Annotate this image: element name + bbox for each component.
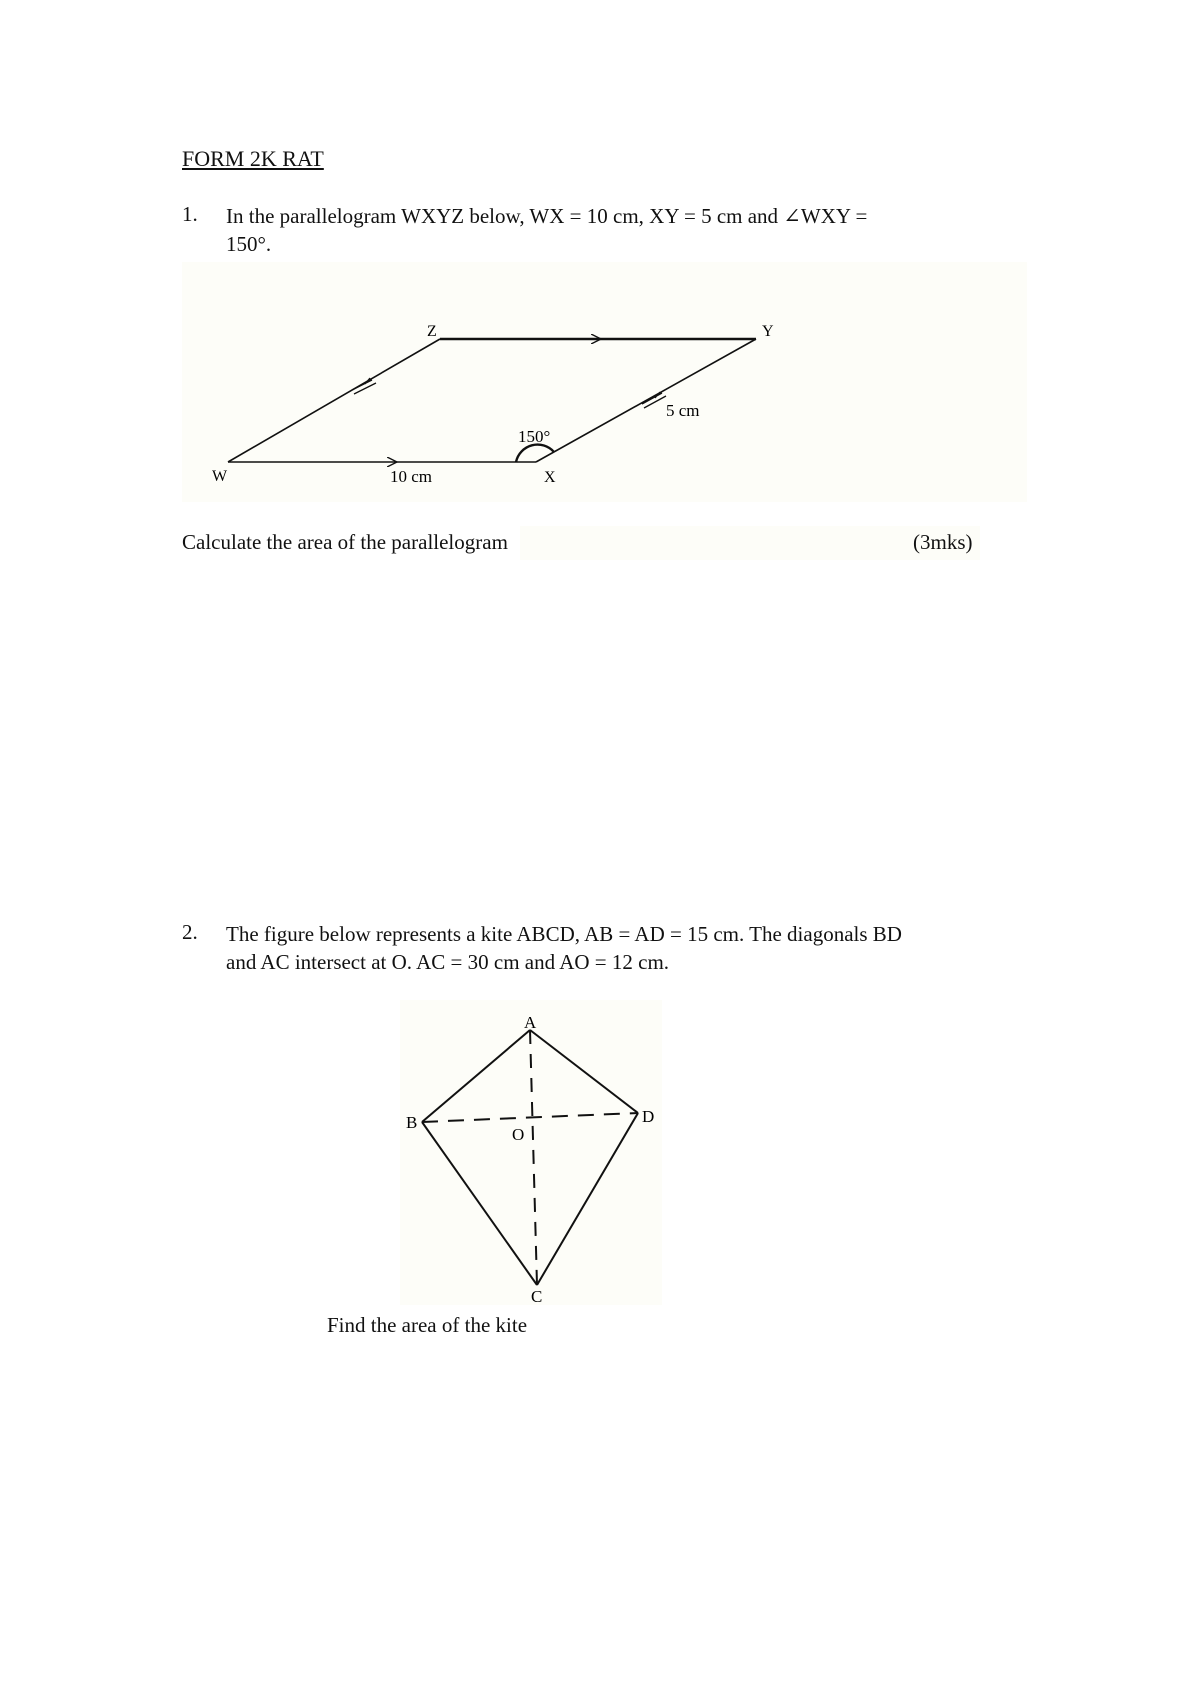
question-1-text	[226, 202, 1026, 258]
kite-figure	[400, 1000, 662, 1305]
kite-side-ab	[422, 1030, 530, 1122]
kite-side-ad	[530, 1030, 638, 1113]
side-label-xy: 5 cm	[666, 401, 700, 420]
question-2-prompt: Find the area of the kite	[327, 1313, 528, 1337]
side-xy	[536, 339, 756, 462]
side-label-wx: 10 cm	[390, 467, 433, 486]
question-1-number: 1.	[182, 202, 198, 226]
angle-arc-x	[516, 445, 554, 462]
prompt-highlight	[520, 526, 980, 560]
double-arrow-wz	[352, 378, 376, 394]
question-1-line-1: In the parallelogram WXYZ below, WX = 10 cm, XY = 5 cm and ∠WXY =	[226, 204, 868, 228]
kite-label-d: D	[642, 1107, 655, 1126]
kite-side-bc	[422, 1122, 537, 1285]
kite-side-dc	[537, 1113, 638, 1285]
question-2-line-1: The figure below represents a kite ABCD, AB = AD = 15 cm. The diagonals BD	[226, 922, 902, 946]
question-2-text	[226, 920, 1026, 976]
kite-label-b: B	[406, 1113, 418, 1132]
angle-label: 150°	[518, 427, 551, 446]
kite-label-a: A	[524, 1013, 537, 1032]
vertex-label-x: X	[544, 469, 556, 486]
side-wz	[228, 339, 440, 462]
vertex-label-y: Y	[762, 323, 774, 340]
question-2-number: 2.	[182, 920, 198, 944]
diagonal-ac	[530, 1030, 537, 1285]
question-1-marks: (3mks)	[913, 530, 973, 554]
question-1-prompt: Calculate the area of the parallelogram	[182, 530, 508, 554]
diagonal-bd	[422, 1113, 638, 1122]
page-title: FORM 2K RAT	[182, 146, 324, 171]
question-1-line-2: 150°.	[226, 232, 272, 256]
kite-label-o: O	[512, 1125, 525, 1144]
parallelogram-figure	[182, 262, 1027, 502]
vertex-label-z: Z	[427, 323, 437, 340]
question-2-line-2: and AC intersect at O. AC = 30 cm and AO = 12 cm.	[226, 950, 670, 974]
vertex-label-w: W	[212, 468, 228, 485]
kite-label-c: C	[531, 1287, 543, 1305]
